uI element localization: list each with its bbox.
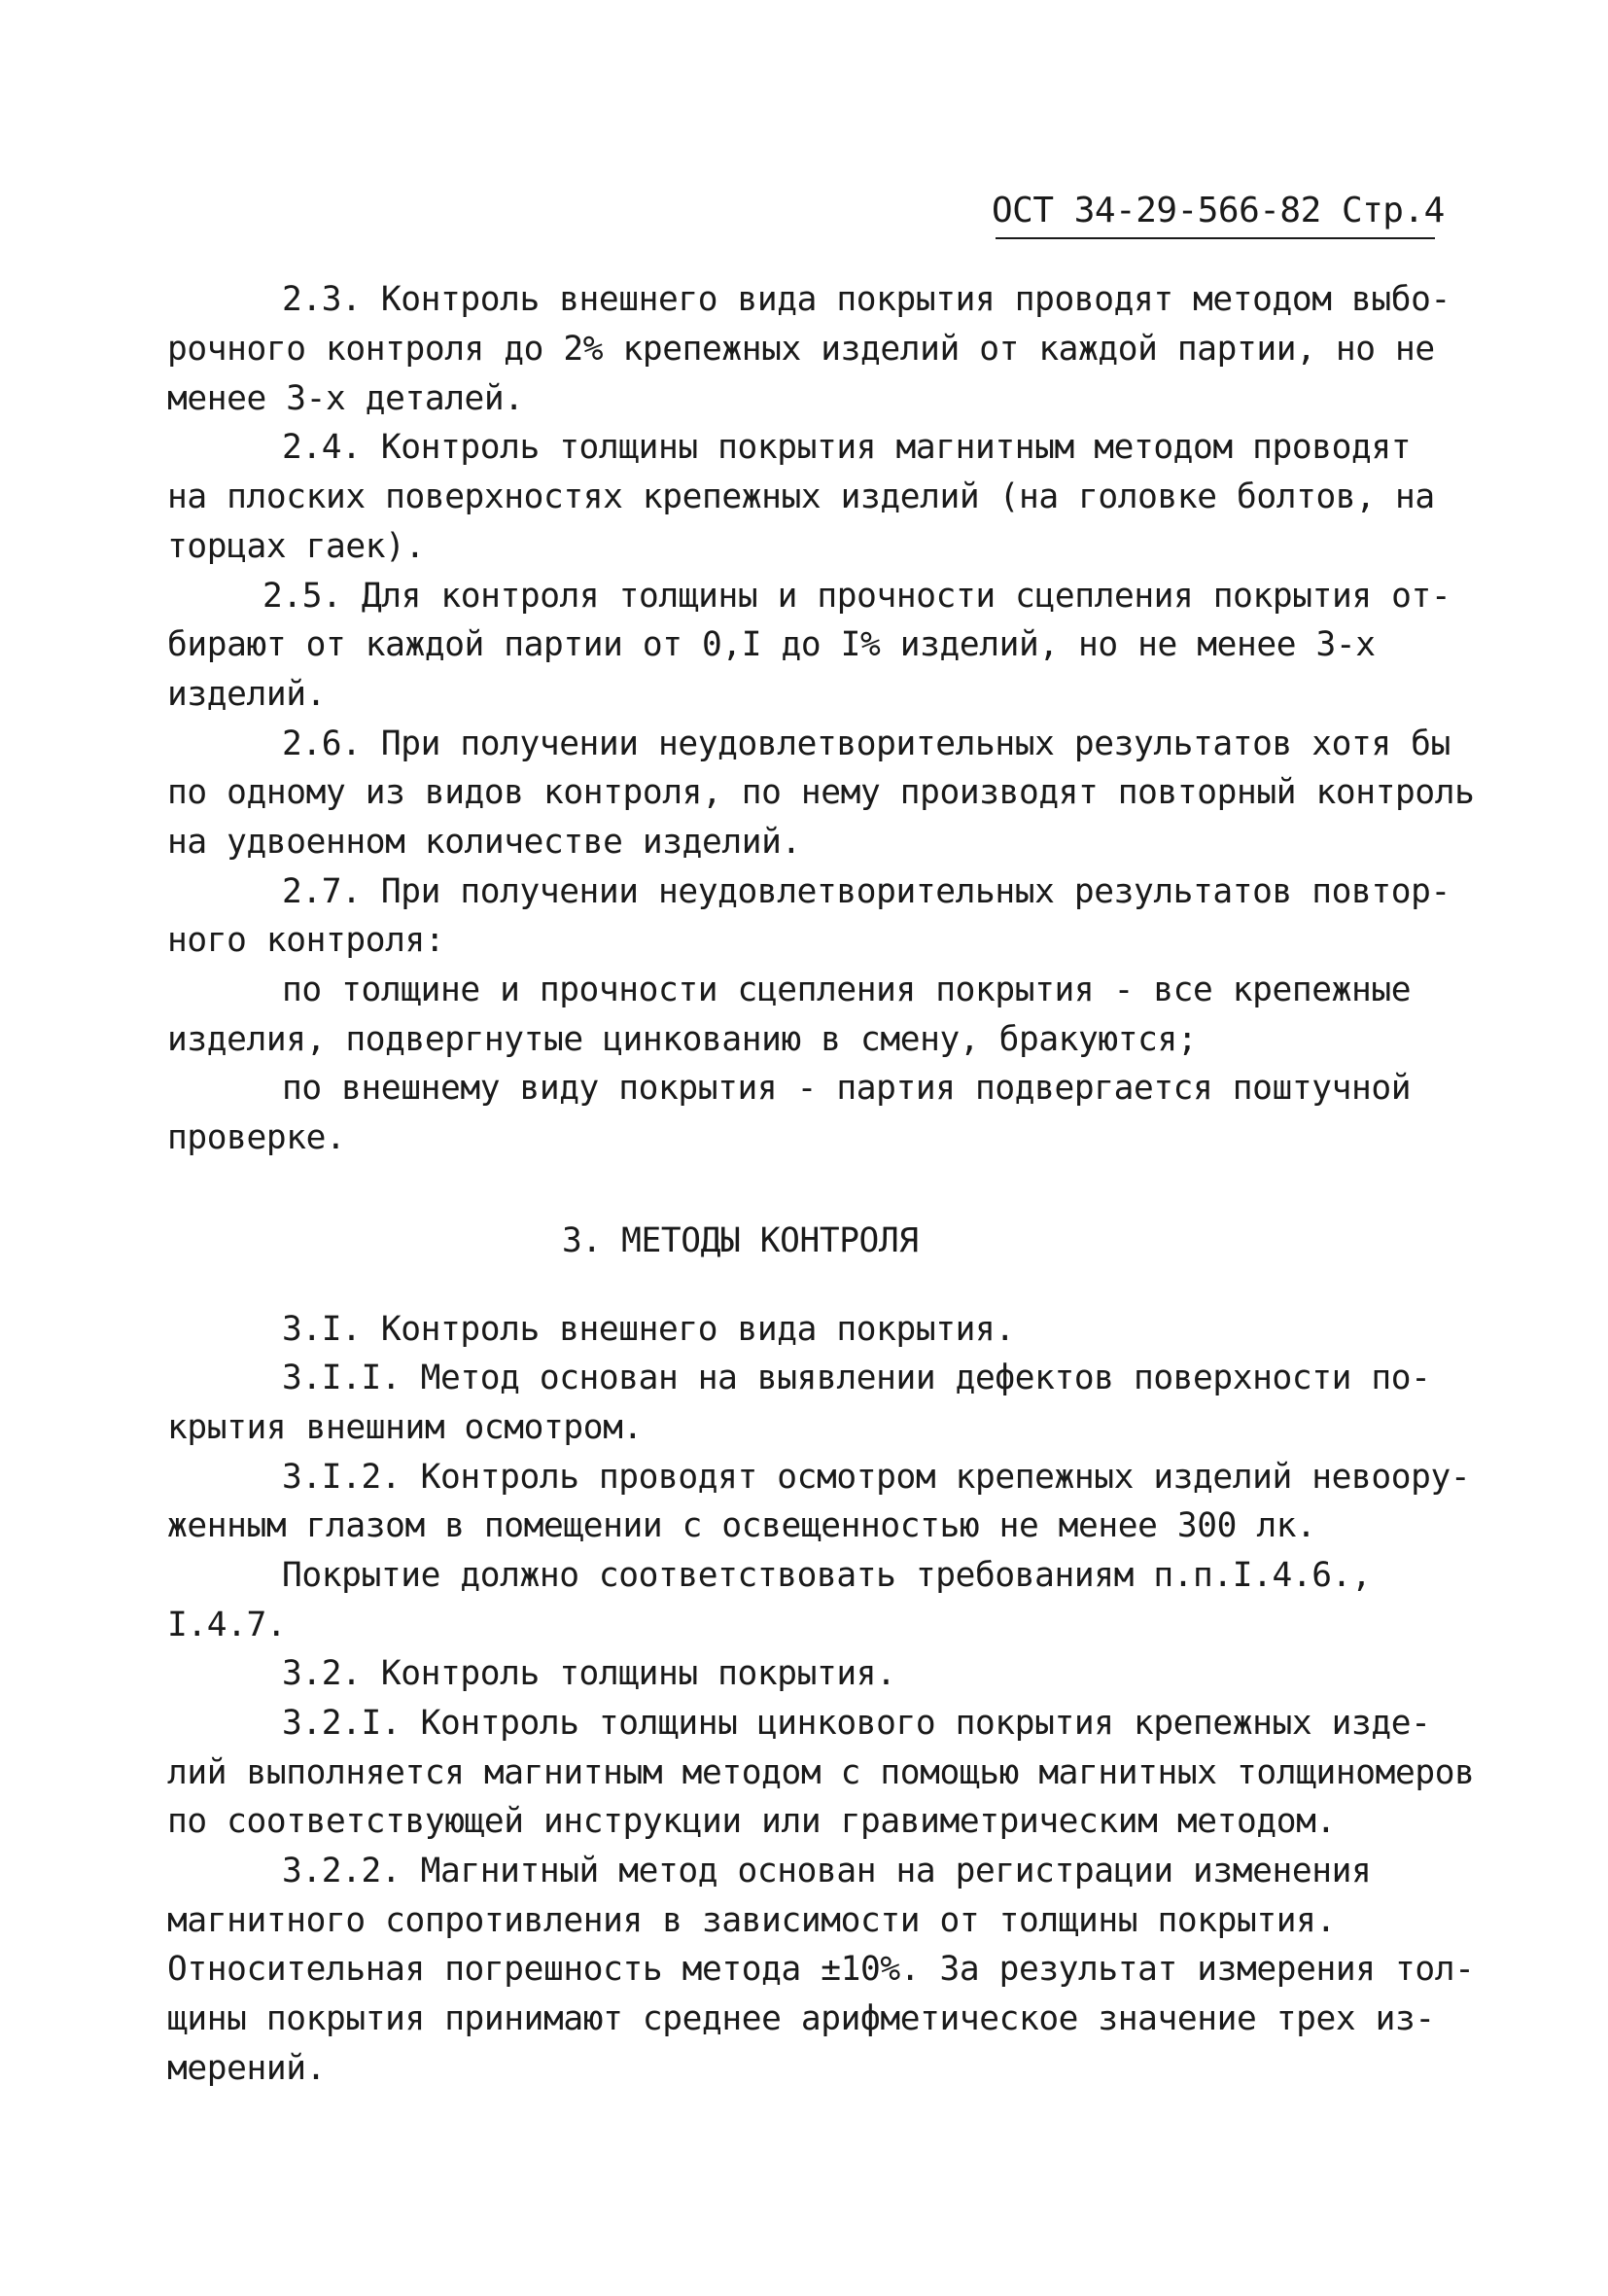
paragraph-line: 2.6. При получении неудовлетворительных результатов хотя бы [282,724,1451,763]
paragraph-line: женным глазом в помещении с освещенностью не менее 300 лк. [167,1506,1316,1545]
paragraph-line: мерений. [167,2049,326,2088]
paragraph-line: 3.2.2. Магнитный метод основан на регистрации изменения [282,1852,1372,1890]
header-underline [996,237,1435,239]
paragraph-line: 3.I.I. Метод основан на выявлении дефектов поверхности по- [282,1359,1431,1397]
paragraph-line: рочного контроля до 2% крепежных изделий от каждой партии, но не [167,330,1435,369]
paragraph-line: Относительная погрешность метода ±10%. За результат измерения тол- [167,1950,1475,1989]
paragraph-line: по одному из видов контроля, по нему производят повторный контроль [167,773,1475,812]
paragraph-line: торцах гаек). [167,527,425,566]
paragraph-line: лий выполняется магнитным методом с помощью магнитных толщиномеров [167,1753,1475,1792]
section-heading: 3. МЕТОДЫ КОНТРОЛЯ [562,1221,919,1260]
paragraph-line: на плоских поверхностях крепежных изделий (на головке болтов, на [167,477,1435,516]
paragraph-line: по соответствующей инструкции или гравиметрическим методом. [167,1802,1336,1841]
paragraph-line: 3.I.2. Контроль проводят осмотром крепежных изделий невоору- [282,1458,1471,1497]
paragraph-line: 2.7. При получении неудовлетворительных результатов повтор- [282,872,1451,911]
paragraph-line: менее 3-х деталей. [167,379,524,418]
paragraph-line: проверке. [167,1118,346,1157]
paragraph-line: 3.2.I. Контроль толщины цинкового покрытия крепежных изде- [282,1704,1431,1743]
document-reference: ОСТ 34-29-566-82 Стр.4 [992,191,1445,230]
paragraph-line: магнитного сопротивления в зависимости от толщины покрытия. [167,1901,1336,1940]
paragraph-line: изделия, подвергнутые цинкованию в смену, бракуются; [167,1020,1198,1059]
paragraph-line: по внешнему виду покрытия - партия подвергается поштучной [282,1069,1412,1108]
paragraph-line: 2.4. Контроль толщины покрытия магнитным методом проводят [282,428,1412,467]
paragraph-line: щины покрытия принимают среднее арифметическое значение трех из- [167,1999,1435,2038]
paragraph-line: 2.5. Для контроля толщины и прочности сцепления покрытия от- [262,577,1451,616]
paragraph-line: на удвоенном количестве изделий. [167,823,801,862]
paragraph-line: крытия внешним осмотром. [167,1408,643,1447]
paragraph-line: по толщине и прочности сцепления покрытия - все крепежные [282,971,1412,1009]
paragraph-line: Покрытие должно соответствовать требованиям п.п.I.4.6., [282,1556,1372,1595]
paragraph-line: бирают от каждой партии от 0,I до I% изделий, но не менее 3-х [167,625,1376,664]
paragraph-line: 2.3. Контроль внешнего вида покрытия проводят методом выбо- [282,280,1451,319]
paragraph-line: изделий. [167,675,326,714]
paragraph-line: 3.I. Контроль внешнего вида покрытия. [282,1310,1015,1349]
paragraph-line: 3.2. Контроль толщины покрытия. [282,1654,896,1693]
paragraph-line: I.4.7. [167,1606,287,1644]
paragraph-line: ного контроля: [167,921,445,960]
